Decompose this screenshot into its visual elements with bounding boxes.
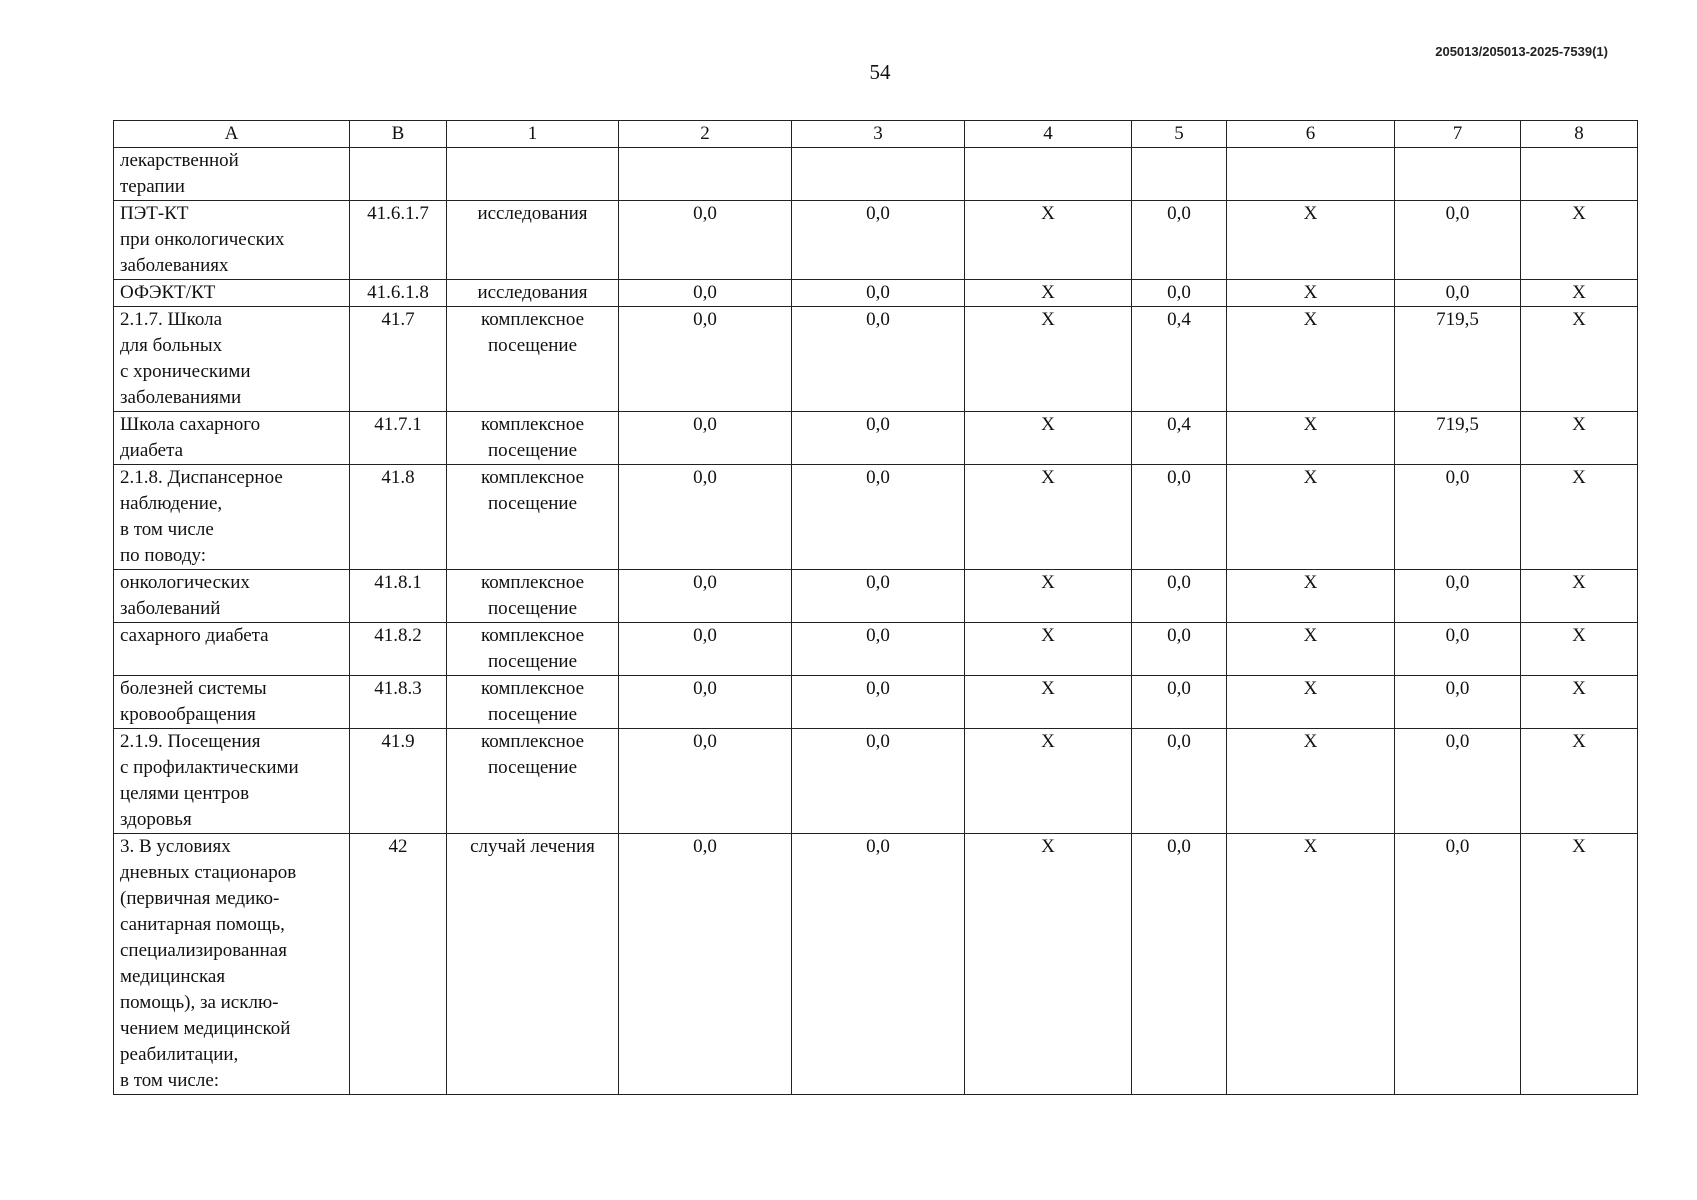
cell-col-5: 0,4 [1132,307,1227,412]
cell-col-7: 0,0 [1395,676,1521,729]
cell-col-3: 0,0 [792,834,965,1095]
cell-col-6: Х [1227,676,1395,729]
cell-col-2: 0,0 [619,570,792,623]
cell-name: ПЭТ-КТ при онкологических заболеваниях [114,201,350,280]
cell-row-code: 41.8.2 [350,623,447,676]
cell-col-7: 0,0 [1395,834,1521,1095]
cell-col-2 [619,148,792,201]
table-row [114,676,1638,729]
table-row [114,148,1638,201]
cell-col-8: Х [1521,280,1638,307]
cell-col-4: Х [965,465,1132,570]
cell-col-3: 0,0 [792,307,965,412]
cell-col-4: Х [965,412,1132,465]
table-row [114,280,1638,307]
cell-col-5: 0,0 [1132,623,1227,676]
cell-col-7: 0,0 [1395,465,1521,570]
cell-col-6 [1227,148,1395,201]
cell-col-5: 0,0 [1132,570,1227,623]
cell-col-6: Х [1227,834,1395,1095]
col-header-8: 8 [1521,121,1638,148]
cell-row-code: 42 [350,834,447,1095]
cell-row-code: 41.7.1 [350,412,447,465]
cell-col-3: 0,0 [792,201,965,280]
table-row [114,729,1638,834]
cell-col-8: Х [1521,465,1638,570]
cell-row-code: 41.6.1.7 [350,201,447,280]
col-header-7: 7 [1395,121,1521,148]
table-header [114,121,1638,148]
col-header-3: 3 [792,121,965,148]
cell-col-2: 0,0 [619,465,792,570]
cell-unit: исследования [447,201,619,280]
cell-col-8: Х [1521,570,1638,623]
cell-col-8: Х [1521,729,1638,834]
cell-col-4: Х [965,729,1132,834]
cell-unit [447,148,619,201]
cell-col-5: 0,0 [1132,729,1227,834]
cell-col-4: Х [965,570,1132,623]
cell-col-6: Х [1227,570,1395,623]
cell-col-7: 0,0 [1395,201,1521,280]
cell-row-code: 41.8.1 [350,570,447,623]
cell-col-3: 0,0 [792,465,965,570]
cell-col-7: 0,0 [1395,623,1521,676]
cell-col-3: 0,0 [792,412,965,465]
cell-col-8: Х [1521,412,1638,465]
cell-row-code [350,148,447,201]
cell-name: онкологических заболеваний [114,570,350,623]
cell-col-5 [1132,148,1227,201]
cell-col-8: Х [1521,307,1638,412]
cell-col-5: 0,0 [1132,465,1227,570]
cell-col-7: 0,0 [1395,729,1521,834]
col-header-4: 4 [965,121,1132,148]
table-row [114,623,1638,676]
cell-col-5: 0,0 [1132,676,1227,729]
cell-name: 2.1.7. Школа для больных с хроническими заболеваниями [114,307,350,412]
cell-row-code: 41.7 [350,307,447,412]
cell-unit: комплексное посещение [447,570,619,623]
cell-col-4: Х [965,307,1132,412]
header-row [114,121,1638,148]
page-number: 54 [869,60,891,84]
cell-col-3: 0,0 [792,729,965,834]
cell-unit: случай лечения [447,834,619,1095]
col-header-b: В [350,121,447,148]
cell-col-4 [965,148,1132,201]
cell-col-4: Х [965,676,1132,729]
cell-col-4: Х [965,623,1132,676]
table-row [114,307,1638,412]
col-header-6: 6 [1227,121,1395,148]
cell-col-7 [1395,148,1521,201]
col-header-a: А [114,121,350,148]
cell-name: 2.1.9. Посещения с профилактическими целями центров здоровья [114,729,350,834]
cell-unit: комплексное посещение [447,412,619,465]
cell-col-3: 0,0 [792,280,965,307]
cell-col-7: 719,5 [1395,412,1521,465]
col-header-2: 2 [619,121,792,148]
cell-col-6: Х [1227,201,1395,280]
cell-col-8: Х [1521,623,1638,676]
cell-col-7: 719,5 [1395,307,1521,412]
cell-name: болезней системы кровообращения [114,676,350,729]
cell-col-4: Х [965,280,1132,307]
cell-row-code: 41.6.1.8 [350,280,447,307]
cell-col-6: Х [1227,412,1395,465]
cell-col-8: Х [1521,834,1638,1095]
cell-col-2: 0,0 [619,280,792,307]
cell-col-6: Х [1227,307,1395,412]
cell-unit: комплексное посещение [447,676,619,729]
table-body [114,148,1638,1095]
cell-col-6: Х [1227,280,1395,307]
cell-col-3: 0,0 [792,570,965,623]
cell-row-code: 41.8.3 [350,676,447,729]
cell-unit: комплексное посещение [447,465,619,570]
cell-unit: комплексное посещение [447,307,619,412]
cell-col-2: 0,0 [619,307,792,412]
table-row [114,465,1638,570]
cell-col-4: Х [965,834,1132,1095]
cell-col-5: 0,0 [1132,280,1227,307]
data-table [113,120,1638,1095]
cell-col-8: Х [1521,201,1638,280]
cell-col-2: 0,0 [619,834,792,1095]
col-header-1: 1 [447,121,619,148]
cell-col-3 [792,148,965,201]
cell-col-4: Х [965,201,1132,280]
cell-col-8: Х [1521,676,1638,729]
cell-name: сахарного диабета [114,623,350,676]
table-row [114,570,1638,623]
cell-row-code: 41.8 [350,465,447,570]
cell-col-6: Х [1227,623,1395,676]
cell-name: ОФЭКТ/КТ [114,280,350,307]
cell-col-7: 0,0 [1395,570,1521,623]
cell-unit: исследования [447,280,619,307]
cell-col-6: Х [1227,465,1395,570]
cell-col-2: 0,0 [619,676,792,729]
document-id: 205013/205013-2025-7539(1) [1435,44,1608,59]
cell-col-5: 0,0 [1132,834,1227,1095]
cell-col-2: 0,0 [619,729,792,834]
table-row [114,412,1638,465]
cell-col-5: 0,4 [1132,412,1227,465]
cell-name: Школа сахарного диабета [114,412,350,465]
cell-name: 3. В условиях дневных стационаров (первичная медико- санитарная помощь, специализированная медицинская помощь), за исклю- чением медицинской реабилитации, в том числе: [114,834,350,1095]
cell-col-6: Х [1227,729,1395,834]
cell-col-2: 0,0 [619,412,792,465]
cell-col-8 [1521,148,1638,201]
table-row [114,834,1638,1095]
cell-col-2: 0,0 [619,201,792,280]
cell-name: 2.1.8. Диспансерное наблюдение, в том числе по поводу: [114,465,350,570]
col-header-5: 5 [1132,121,1227,148]
cell-col-3: 0,0 [792,676,965,729]
cell-col-2: 0,0 [619,623,792,676]
table-row [114,201,1638,280]
cell-col-3: 0,0 [792,623,965,676]
cell-col-5: 0,0 [1132,201,1227,280]
cell-unit: комплексное посещение [447,623,619,676]
cell-col-7: 0,0 [1395,280,1521,307]
cell-name: лекарственной терапии [114,148,350,201]
cell-unit: комплексное посещение [447,729,619,834]
cell-row-code: 41.9 [350,729,447,834]
